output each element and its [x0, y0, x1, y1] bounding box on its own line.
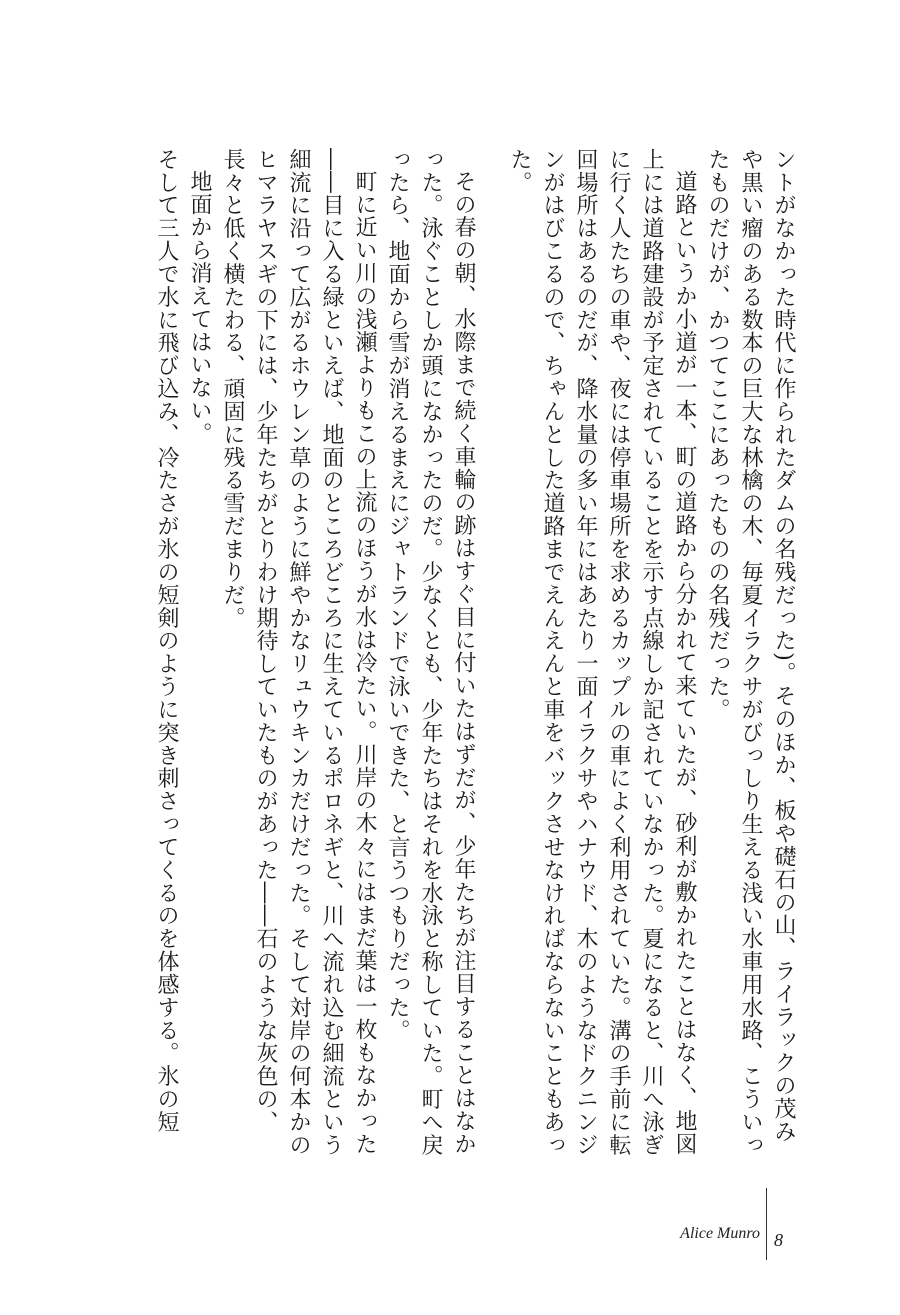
text-line: 道路というか小道が一本、町の道路から分かれて来ていたが、砂利が敷かれたことはなく、地図 — [672, 170, 697, 1156]
text-line: ヒマラヤスギの下には、少年たちがとりわけ期待していたものがあった――石のような灰色の、 — [253, 148, 278, 1134]
running-footer-author: Alice Munro — [680, 1225, 760, 1242]
text-line: に行く人たちの車や、夜には停車場所を求めるカップルの車によく利用されていた。溝の手前に転 — [606, 148, 631, 1157]
text-line: た。 — [507, 148, 532, 194]
text-line: その春の朝、水際まで続く車輪の跡はすぐ目に付いたはずだが、少年たちが注目することはなか — [451, 170, 476, 1156]
text-line: った。泳ぐことしか頭になかったのだ。少なくとも、少年たちはそれを水泳と称していた。町へ戻 — [418, 148, 443, 1157]
footer-divider — [766, 1188, 767, 1260]
text-line: ンがはびこるので、ちゃんとした道路までえんえんと車をバックさせなければならないこともあっ — [540, 148, 565, 1157]
text-line: そして三人で水に飛び込み、冷たさが氷の短剣のように突き刺さってくるのを体感する。氷の短 — [154, 148, 179, 1134]
text-line: ――目に入る緑といえば、地面のところどころに生えているポロネギと、川へ流れ込む細流という — [319, 148, 344, 1157]
text-line: 町に近い川の浅瀬よりもこの上流のほうが水は冷たい。川岸の木々にはまだ葉は一枚もなかった — [352, 170, 377, 1156]
text-line: 回場所はあるのだが、降水量の多い年にはあたり一面イラクサやハナウド、木のようなドクニンジ — [573, 148, 598, 1157]
text-line: ントがなかった時代に作られたダムの名残だった)。そのほか、板や礎石の山、ライラックの茂み — [771, 148, 796, 1144]
text-line: 地面から消えてはいない。 — [187, 170, 212, 446]
vertical-text-body — [0, 148, 900, 1157]
text-line: ったら、地面から雪が消えるまえにジャトランドで泳いできた、と言うつもりだった。 — [385, 148, 410, 1042]
page-number: 8 — [774, 1230, 783, 1250]
text-line: 上には道路建設が予定されていることを示す点線しか記されていなかった。夏になると、川へ泳ぎ — [639, 148, 664, 1157]
text-line: や黒い瘤のある数本の巨大な林檎の木、毎夏イラクサがびっしり生える浅い水車用水路、こういっ — [738, 148, 763, 1157]
text-line: 長々と低く横たわる、頑固に残る雪だまりだ。 — [220, 148, 245, 630]
text-line: 細流に沿って広がるホウレン草のように鮮やかなリュウキンカだけだった。そして対岸の何本かの — [286, 148, 311, 1157]
text-line: たものだけが、かつてここにあったものの名残だった。 — [705, 148, 730, 721]
